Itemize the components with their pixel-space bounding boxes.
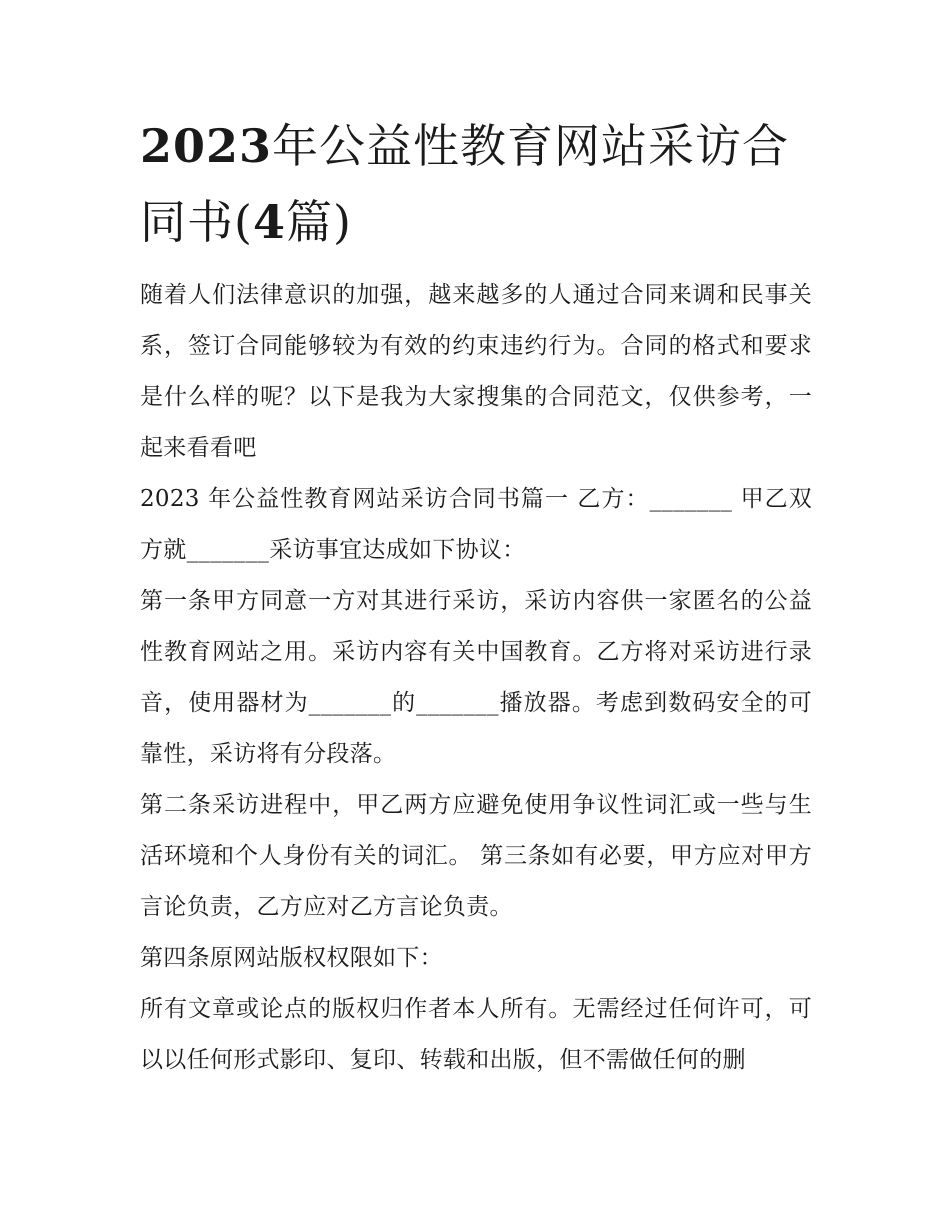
- document-body: [140, 270, 812, 1086]
- paragraph-intro: 随着人们法律意识的加强，越来越多的人通过合同来调和民事关系，签订合同能够较为有效的约束违约行为。合同的格式和要求是什么样的呢？以下是我为大家搜集的合同范文，仅供参考，一起来看看吧: [140, 282, 812, 461]
- document-title: [140, 108, 812, 260]
- document-page: [140, 108, 812, 1086]
- title-suffix: 篇): [285, 195, 352, 249]
- paragraph-article-4: 第四条原网站版权权限如下：: [140, 945, 443, 971]
- paragraph-article-1: 第一条甲方同意一方对其进行采访，采访内容供一家匿名的公益性教育网站之用。采访内容有关中国教育。乙方将对采访进行录音，使用器材为_______的_______播放器。考虑到数码安全的可靠性，采访将有分段落。: [140, 588, 812, 767]
- title-year: 2023: [140, 119, 273, 173]
- paragraph-contract-parties: 2023 年公益性教育网站采访合同书篇一 乙方：_______ 甲乙双方就_______采访事宜达成如下协议：: [140, 486, 812, 563]
- title-text: 年公益性教育网站采访合同书(: [140, 119, 790, 249]
- paragraph-copyright: 所有文章或论点的版权归作者本人所有。无需经过任何许可，可以以任何形式影印、复印、转载和出版，但不需做任何的删: [140, 996, 812, 1073]
- paragraph-article-2-3: 第二条采访进程中，甲乙两方应避免使用争议性词汇或一些与生活环境和个人身份有关的词汇。 第三条如有必要，甲方应对甲方言论负责，乙方应对乙方言论负责。: [140, 792, 812, 920]
- title-count: 4: [252, 195, 286, 249]
